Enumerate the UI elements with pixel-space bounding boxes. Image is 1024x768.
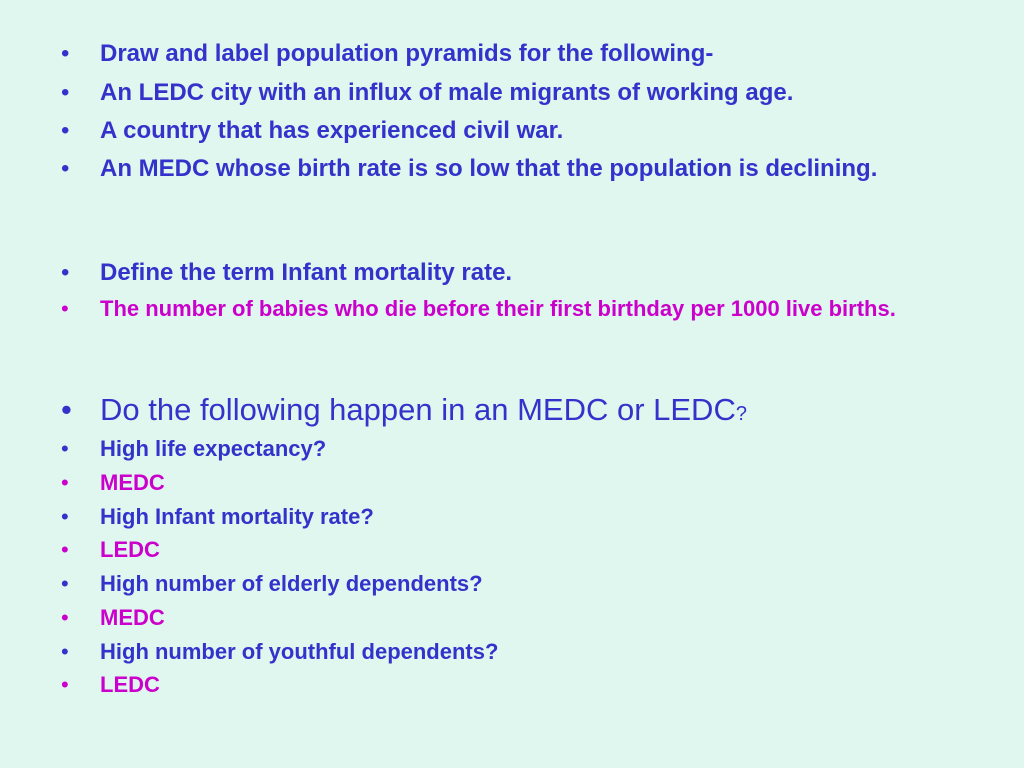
bullet-icon: • <box>61 79 70 106</box>
list-item-text: An LEDC city with an influx of male migrants of working age. <box>100 79 794 106</box>
list-item-text: High number of elderly dependents? <box>100 571 483 596</box>
bullet-icon: • <box>61 117 70 144</box>
bullet-icon: • <box>61 470 69 495</box>
bullet-icon: • <box>61 672 69 697</box>
bullet-icon: • <box>61 40 70 67</box>
bullet-icon: • <box>61 296 69 321</box>
bullet-icon: • <box>61 436 69 461</box>
bullet-icon: • <box>61 537 69 562</box>
list-item-text: High life expectancy? <box>100 436 327 461</box>
bullet-icon: • <box>61 392 72 427</box>
list-item-text: High number of youthful dependents? <box>100 639 499 664</box>
answer-text: LEDC <box>100 672 160 697</box>
list-item-text: Draw and label population pyramids for the following- <box>100 40 714 67</box>
answer-text: MEDC <box>100 605 165 630</box>
bullet-icon: • <box>61 504 69 529</box>
bullet-icon: • <box>61 259 70 286</box>
answer-text: The number of babies who die before their first birthday per 1000 live births. <box>100 296 896 321</box>
section-heading-text: Do the following happen in an MEDC or LEDC? <box>100 392 747 427</box>
list-item-text: Define the term Infant mortality rate. <box>100 259 513 286</box>
answer-text: MEDC <box>100 470 165 495</box>
answer-text: LEDC <box>100 537 160 562</box>
bullet-icon: • <box>61 639 69 664</box>
list-item-text: An MEDC whose birth rate is so low that the population is declining. <box>100 155 878 182</box>
bullet-icon: • <box>61 605 69 630</box>
bullet-icon: • <box>61 571 69 596</box>
list-item-text: A country that has experienced civil war. <box>100 117 564 144</box>
list-item-text: High Infant mortality rate? <box>100 504 374 529</box>
bullet-icon: • <box>61 155 70 182</box>
